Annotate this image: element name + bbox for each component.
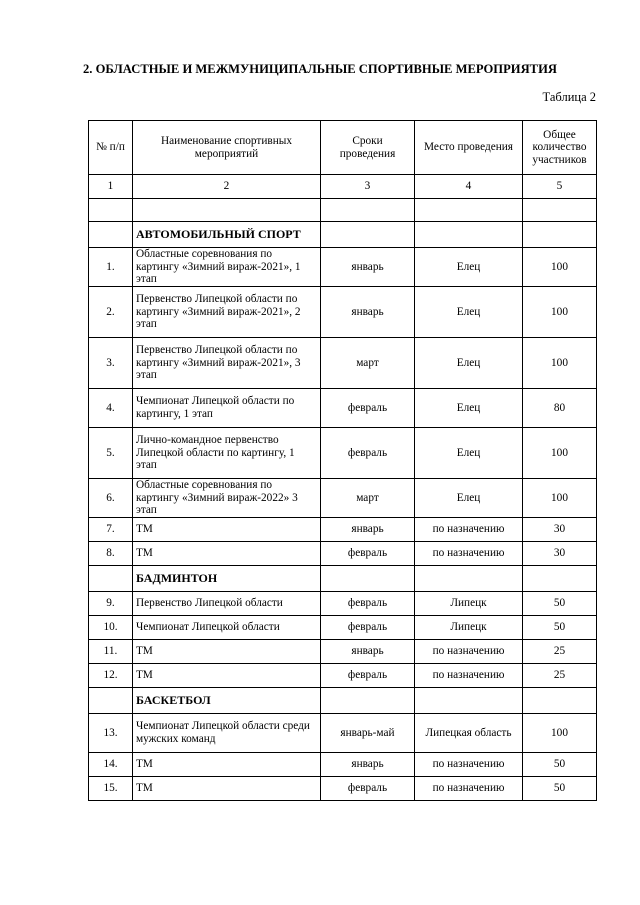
blank-row bbox=[89, 199, 597, 222]
section-title: АВТОМОБИЛЬНЫЙ СПОРТ bbox=[133, 222, 321, 248]
column-number: 5 bbox=[523, 175, 597, 199]
header-dates: Сроки проведения bbox=[321, 121, 415, 175]
row-number: 7. bbox=[89, 518, 133, 542]
participant-count: 100 bbox=[523, 428, 597, 479]
event-dates: февраль bbox=[321, 616, 415, 640]
event-dates: январь bbox=[321, 287, 415, 338]
event-place: Елец bbox=[415, 248, 523, 287]
participant-count: 50 bbox=[523, 616, 597, 640]
participant-count: 50 bbox=[523, 777, 597, 801]
blank-cell bbox=[523, 199, 597, 222]
participant-count: 30 bbox=[523, 542, 597, 566]
column-number: 2 bbox=[133, 175, 321, 199]
event-name: Чемпионат Липецкой области по картингу, 1 этап bbox=[133, 389, 321, 428]
row-number: 1. bbox=[89, 248, 133, 287]
table-row bbox=[89, 518, 597, 542]
participant-count: 50 bbox=[523, 592, 597, 616]
row-number: 14. bbox=[89, 753, 133, 777]
participant-count: 100 bbox=[523, 338, 597, 389]
event-dates: январь bbox=[321, 640, 415, 664]
event-place: по назначению bbox=[415, 664, 523, 688]
table-row bbox=[89, 714, 597, 753]
section-header-row bbox=[89, 566, 597, 592]
row-number: 10. bbox=[89, 616, 133, 640]
row-number: 13. bbox=[89, 714, 133, 753]
column-number: 3 bbox=[321, 175, 415, 199]
header-name: Наименование спортивных мероприятий bbox=[133, 121, 321, 175]
table-row bbox=[89, 664, 597, 688]
event-place: по назначению bbox=[415, 640, 523, 664]
event-name: Лично-командное первенство Липецкой области по картингу, 1 этап bbox=[133, 428, 321, 479]
row-number: 4. bbox=[89, 389, 133, 428]
blank-cell bbox=[415, 199, 523, 222]
section-cell-empty bbox=[321, 566, 415, 592]
event-place: Елец bbox=[415, 338, 523, 389]
page-title: 2. ОБЛАСТНЫЕ И МЕЖМУНИЦИПАЛЬНЫЕ СПОРТИВНЫЕ МЕРОПРИЯТИЯ bbox=[83, 62, 557, 76]
event-dates: февраль bbox=[321, 428, 415, 479]
participant-count: 50 bbox=[523, 753, 597, 777]
blank-cell bbox=[133, 199, 321, 222]
table-row bbox=[89, 616, 597, 640]
row-number: 2. bbox=[89, 287, 133, 338]
table-row bbox=[89, 389, 597, 428]
row-number: 3. bbox=[89, 338, 133, 389]
table-row bbox=[89, 479, 597, 518]
participant-count: 80 bbox=[523, 389, 597, 428]
event-place: по назначению bbox=[415, 753, 523, 777]
section-cell-empty bbox=[321, 688, 415, 714]
row-number: 15. bbox=[89, 777, 133, 801]
event-place: Елец bbox=[415, 479, 523, 518]
event-name: ТМ bbox=[133, 518, 321, 542]
event-place: по назначению bbox=[415, 777, 523, 801]
table-row bbox=[89, 428, 597, 479]
event-dates: январь bbox=[321, 248, 415, 287]
event-name: Первенство Липецкой области по картингу «Зимний вираж-2021», 2 этап bbox=[133, 287, 321, 338]
header-place: Место проведения bbox=[415, 121, 523, 175]
participant-count: 100 bbox=[523, 248, 597, 287]
participant-count: 100 bbox=[523, 287, 597, 338]
event-name: ТМ bbox=[133, 753, 321, 777]
row-number: 9. bbox=[89, 592, 133, 616]
column-number: 1 bbox=[89, 175, 133, 199]
table-row bbox=[89, 542, 597, 566]
table-row bbox=[89, 640, 597, 664]
event-place: Липецкая область bbox=[415, 714, 523, 753]
table-row bbox=[89, 777, 597, 801]
section-header-row bbox=[89, 222, 597, 248]
section-cell-empty bbox=[415, 566, 523, 592]
row-number: 12. bbox=[89, 664, 133, 688]
event-name: ТМ bbox=[133, 542, 321, 566]
section-cell-empty bbox=[89, 222, 133, 248]
event-dates: январь bbox=[321, 518, 415, 542]
row-number: 8. bbox=[89, 542, 133, 566]
event-dates: февраль bbox=[321, 664, 415, 688]
participant-count: 100 bbox=[523, 714, 597, 753]
event-place: Елец bbox=[415, 389, 523, 428]
event-dates: февраль bbox=[321, 777, 415, 801]
event-place: Елец bbox=[415, 287, 523, 338]
blank-cell bbox=[321, 199, 415, 222]
event-name: Областные соревнования по картингу «Зимний вираж-2022» 3 этап bbox=[133, 479, 321, 518]
event-dates: январь bbox=[321, 753, 415, 777]
section-title: БАСКЕТБОЛ bbox=[133, 688, 321, 714]
event-name: Первенство Липецкой области bbox=[133, 592, 321, 616]
event-place: по назначению bbox=[415, 518, 523, 542]
section-cell-empty bbox=[415, 688, 523, 714]
event-name: Чемпионат Липецкой области среди мужских команд bbox=[133, 714, 321, 753]
table-row bbox=[89, 592, 597, 616]
section-cell-empty bbox=[89, 688, 133, 714]
table-row bbox=[89, 338, 597, 389]
event-place: по назначению bbox=[415, 542, 523, 566]
event-dates: февраль bbox=[321, 542, 415, 566]
section-cell-empty bbox=[321, 222, 415, 248]
event-name: Областные соревнования по картингу «Зимний вираж-2021», 1 этап bbox=[133, 248, 321, 287]
header-num: № п/п bbox=[89, 121, 133, 175]
blank-cell bbox=[89, 199, 133, 222]
event-dates: март bbox=[321, 338, 415, 389]
row-number: 11. bbox=[89, 640, 133, 664]
participant-count: 25 bbox=[523, 664, 597, 688]
section-cell-empty bbox=[523, 222, 597, 248]
event-place: Липецк bbox=[415, 592, 523, 616]
column-number: 4 bbox=[415, 175, 523, 199]
table-header-row bbox=[89, 121, 597, 175]
section-cell-empty bbox=[415, 222, 523, 248]
event-name: ТМ bbox=[133, 777, 321, 801]
event-place: Липецк bbox=[415, 616, 523, 640]
participant-count: 30 bbox=[523, 518, 597, 542]
table-label: Таблица 2 bbox=[542, 90, 596, 104]
participant-count: 100 bbox=[523, 479, 597, 518]
row-number: 6. bbox=[89, 479, 133, 518]
event-name: Чемпионат Липецкой области bbox=[133, 616, 321, 640]
section-title: БАДМИНТОН bbox=[133, 566, 321, 592]
row-number: 5. bbox=[89, 428, 133, 479]
table-row bbox=[89, 753, 597, 777]
event-dates: март bbox=[321, 479, 415, 518]
header-count: Общее количество участников bbox=[523, 121, 597, 175]
events-table bbox=[88, 120, 597, 801]
participant-count: 25 bbox=[523, 640, 597, 664]
event-place: Елец bbox=[415, 428, 523, 479]
section-header-row bbox=[89, 688, 597, 714]
event-dates: февраль bbox=[321, 389, 415, 428]
column-number-row bbox=[89, 175, 597, 199]
event-name: ТМ bbox=[133, 640, 321, 664]
table-row bbox=[89, 248, 597, 287]
table-row bbox=[89, 287, 597, 338]
event-name: ТМ bbox=[133, 664, 321, 688]
event-dates: февраль bbox=[321, 592, 415, 616]
section-cell-empty bbox=[523, 688, 597, 714]
section-cell-empty bbox=[523, 566, 597, 592]
section-cell-empty bbox=[89, 566, 133, 592]
event-name: Первенство Липецкой области по картингу «Зимний вираж-2021», 3 этап bbox=[133, 338, 321, 389]
event-dates: январь-май bbox=[321, 714, 415, 753]
